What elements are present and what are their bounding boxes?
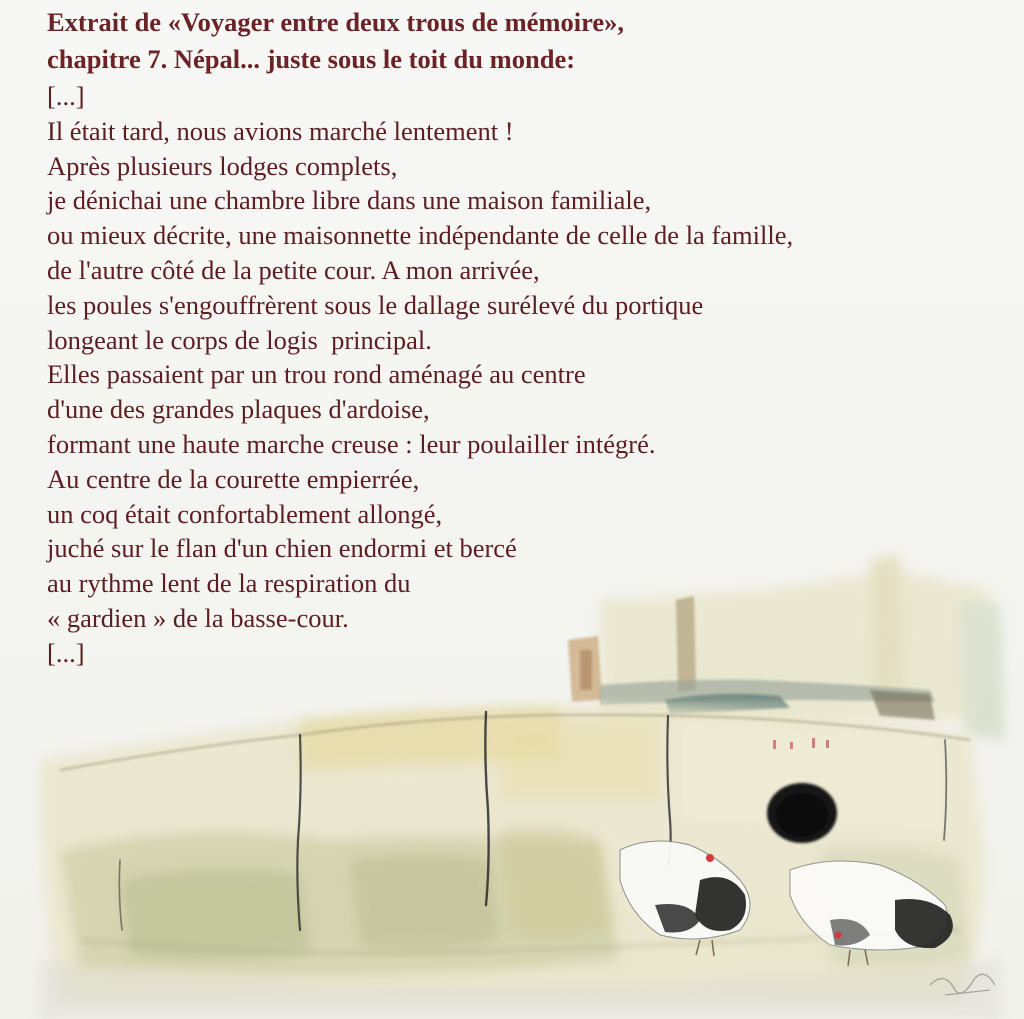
body-line: « gardien » de la basse-cour. [47, 602, 349, 633]
body-line: les poules s'engouffrèrent sous le dallage surélevé du portique [47, 289, 704, 320]
excerpt-title-line-2: chapitre 7. Népal... juste sous le toit du monde: [47, 44, 576, 74]
body-line: formant une haute marche creuse : leur poulailler intégré. [47, 428, 656, 459]
body-line: ou mieux décrite, une maisonnette indépendante de celle de la famille, [47, 220, 794, 251]
excerpt-title-line-1: Extrait de «Voyager entre deux trous de mémoire», [47, 7, 625, 37]
coop-hole [767, 783, 837, 843]
body-line: [...] [47, 637, 85, 668]
body-line: je dénichai une chambre libre dans une maison familiale, [47, 185, 652, 216]
body-line: [...] [47, 81, 85, 111]
body-line: d'une des grandes plaques d'ardoise, [47, 394, 430, 425]
body-line: au rythme lent de la respiration du [47, 568, 411, 599]
stone-wall [40, 705, 985, 1000]
body-line: Après plusieurs lodges complets, [47, 150, 398, 181]
body-line: Il était tard, nous avions marché lentement ! [47, 115, 514, 146]
body-line: de l'autre côté de la petite cour. A mon arrivée, [47, 254, 540, 285]
excerpt-text [47, 4, 1007, 671]
body-line: Au centre de la courette empierrée, [47, 463, 420, 494]
body-line: Elles passaient par un trou rond aménagé au centre [47, 359, 586, 390]
body-line: juché sur le flan d'un chien endormi et bercé [47, 533, 517, 564]
body-line: longeant le corps de logis principal. [47, 324, 432, 355]
excerpt-body [47, 79, 1007, 671]
body-line: un coq était confortablement allongé, [47, 498, 443, 529]
